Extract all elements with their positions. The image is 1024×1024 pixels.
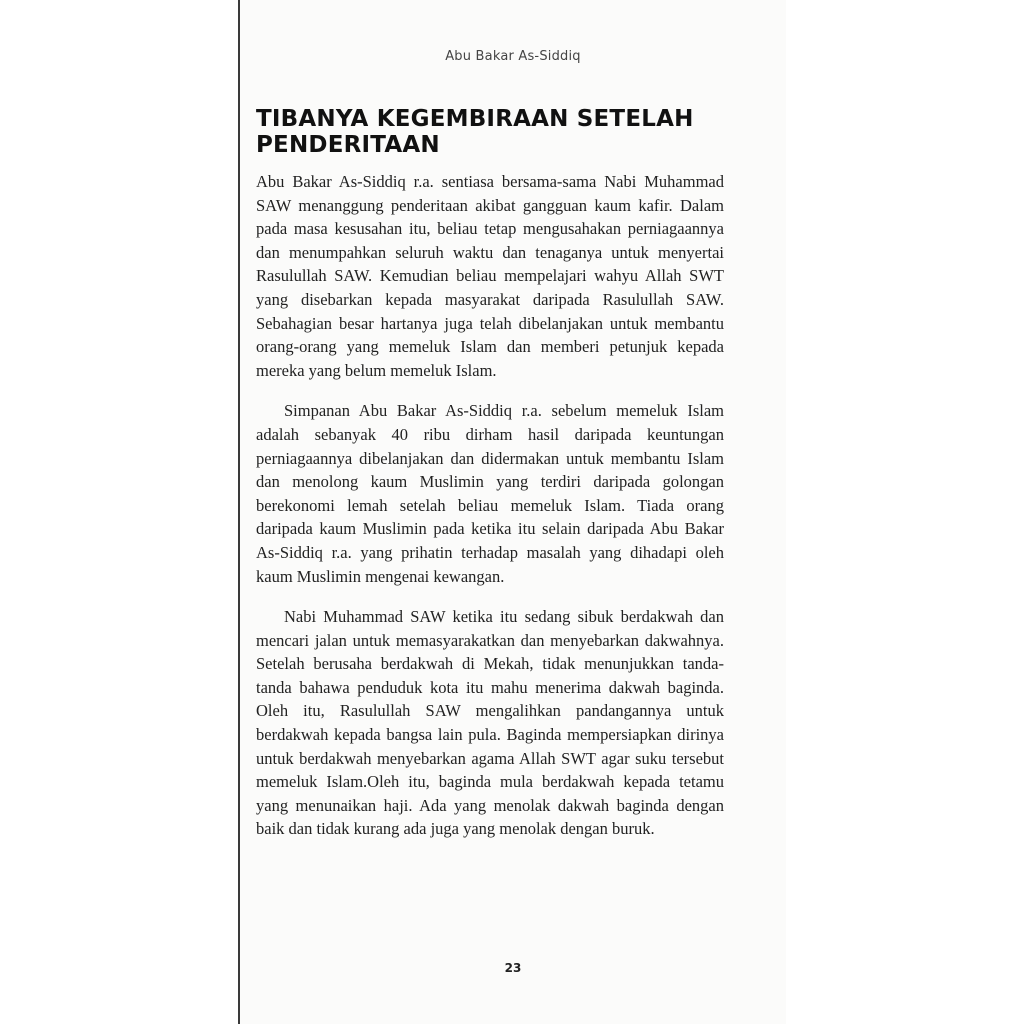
- paragraph-2: Simpanan Abu Bakar As-Siddiq r.a. sebelum memeluk Islam adalah sebanyak 40 ribu dirham hasil daripada keuntungan perniagaannya dibelanjakan dan didermakan untuk membantu Islam dan menolong kaum Muslimin yang terdiri daripada golongan berekonomi lemah setelah beliau memeluk Islam. Tiada orang daripada kaum Muslimin pada ketika itu selain daripada Abu Bakar As-Siddiq r.a. yang prihatin terhadap masalah yang dihadapi oleh kaum Muslimin mengenai kewangan.: [256, 401, 724, 586]
- page-number: 23: [504, 961, 522, 975]
- chapter-title: TIBANYA KEGEMBIRAAN SETELAH PENDERITAAN: [256, 106, 694, 158]
- book-page: [238, 0, 786, 1024]
- paragraph-3: Nabi Muhammad SAW ketika itu sedang sibuk berdakwah dan mencari jalan untuk memasyarakatkan dan menyebarkan dakwahnya. Setelah berusaha berdakwah di Mekah, tidak menunjukkan tanda-tanda bahawa penduduk kota itu mahu menerima dakwah baginda. Oleh itu, Rasulullah SAW mengalihkan pandangannya untuk berdakwah kepada bangsa lain pula. Baginda mempersiapkan dirinya untuk berdakwah menyebarkan agama Allah SWT agar suku tersebut memeluk Islam.Oleh itu, baginda mula berdakwah kepada tetamu yang menunaikan haji. Ada yang menolak dakwah baginda dengan baik dan tidak kurang ada juga yang menolak dengan buruk.: [256, 607, 724, 839]
- body-text: [256, 170, 724, 858]
- running-header: Abu Bakar As-Siddiq: [445, 49, 581, 64]
- paragraph-1: Abu Bakar As-Siddiq r.a. sentiasa bersama-sama Nabi Muhammad SAW menanggung penderitaan akibat gangguan kaum kafir. Dalam pada masa kesusahan itu, beliau tetap mengusahakan perniagaannya dan menumpahkan seluruh waktu dan tenaganya untuk menyertai Rasulullah SAW. Kemudian beliau mempelajari wahyu Allah SWT yang disebarkan kepada masyarakat daripada Rasulullah SAW. Sebahagian besar hartanya juga telah dibelanjakan untuk membantu orang-orang yang memeluk Islam dan memberi petunjuk kepada mereka yang belum memeluk Islam.: [256, 172, 724, 380]
